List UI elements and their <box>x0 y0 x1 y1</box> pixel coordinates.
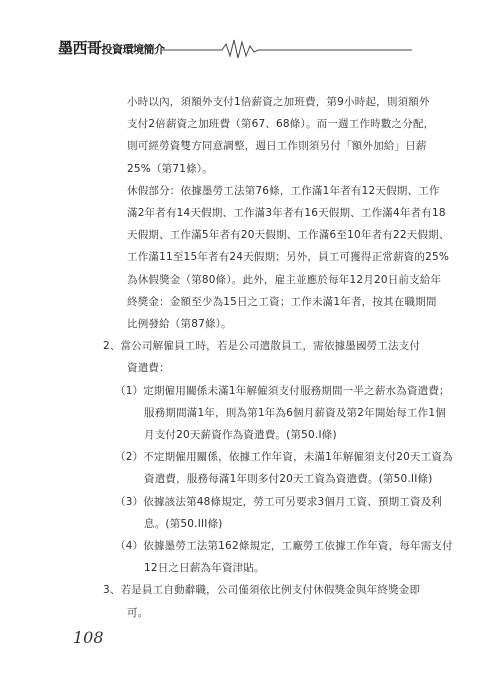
text-line: 12日之日薪為年資津貼。 <box>144 562 265 575</box>
header-heartbeat-line <box>162 36 422 62</box>
text-line: 工作滿11至15年者有24天假期；另外，員工可獲得正常薪資的25% <box>127 251 450 264</box>
text-line: 月支付20天薪資作為資遣費。(第50.I條) <box>144 429 337 441</box>
text-line: 25%（第71條）。 <box>127 162 213 175</box>
text-line: 小時以內，須額外支付1倍薪資之加班費，第9小時起，則須額外 <box>127 96 430 108</box>
text-line: 可。 <box>127 606 149 619</box>
sub-item-1: （1）定期僱用關係未滿1年解僱須支付服務期間一半之薪水為資遣費； <box>115 384 450 397</box>
text-line: 終獎金：金額至少為15日之工資；工作未滿1年者，按其在職期間 <box>127 295 437 308</box>
text-line: 息。(第50.III條) <box>144 517 223 530</box>
header-title <box>58 38 165 60</box>
text-line: 則可經勞資雙方同意調整，週日工作則須另付「額外加給」日薪 <box>127 140 427 153</box>
list-item-2: 2、當公司解僱員工時，若是公司遣散員工，需依據墨國勞工法支付 <box>103 340 421 353</box>
sub-item-4: （4）依據墨勞工法第162條規定，工廠勞工依據工作年資，每年需支付 <box>115 540 453 552</box>
text-line: 比例發給（第87條）。 <box>127 318 232 330</box>
sub-item-2: （2）不定期僱用關係，依據工作年資，未滿1年解僱須支付20天工資為 <box>115 451 453 464</box>
text-line: 資遣費，服務每滿1年則多付20天工資為資遣費。(第50.II條) <box>144 473 433 486</box>
sub-item-3: （3）依據該法第48條規定，勞工可另要求3個月工資、預期工資及利 <box>115 495 443 508</box>
text-line: 資遣費： <box>127 362 170 375</box>
text-line: 休假部分：依據墨勞工法第76條，工作滿1年者有12天假期、工作 <box>127 184 440 197</box>
text-line: 天假期、工作滿5年者有20天假期、工作滿6至10年者有22天假期、 <box>127 229 450 242</box>
page-number: 108 <box>73 628 104 647</box>
text-line: 支付2倍薪資之加班費（第67、68條）。而一週工作時數之分配， <box>127 118 435 131</box>
text-line: 滿2年者有14天假期、工作滿3年者有16天假期、工作滿4年者有18 <box>127 207 446 219</box>
text-line: 為休假獎金（第80條）。此外，雇主並應於每年12月20日前支給年 <box>127 273 442 286</box>
header-title-sub: 投資環境簡介 <box>101 43 165 56</box>
header-title-main: 墨西哥 <box>58 39 102 57</box>
text-line: 服務期間滿1年，則為第1年為6個月薪資及第2年開始每工作1個 <box>144 406 446 419</box>
list-item-3: 3、若是員工自動辭職，公司僅須依比例支付休假獎金與年終獎金即 <box>103 584 421 597</box>
